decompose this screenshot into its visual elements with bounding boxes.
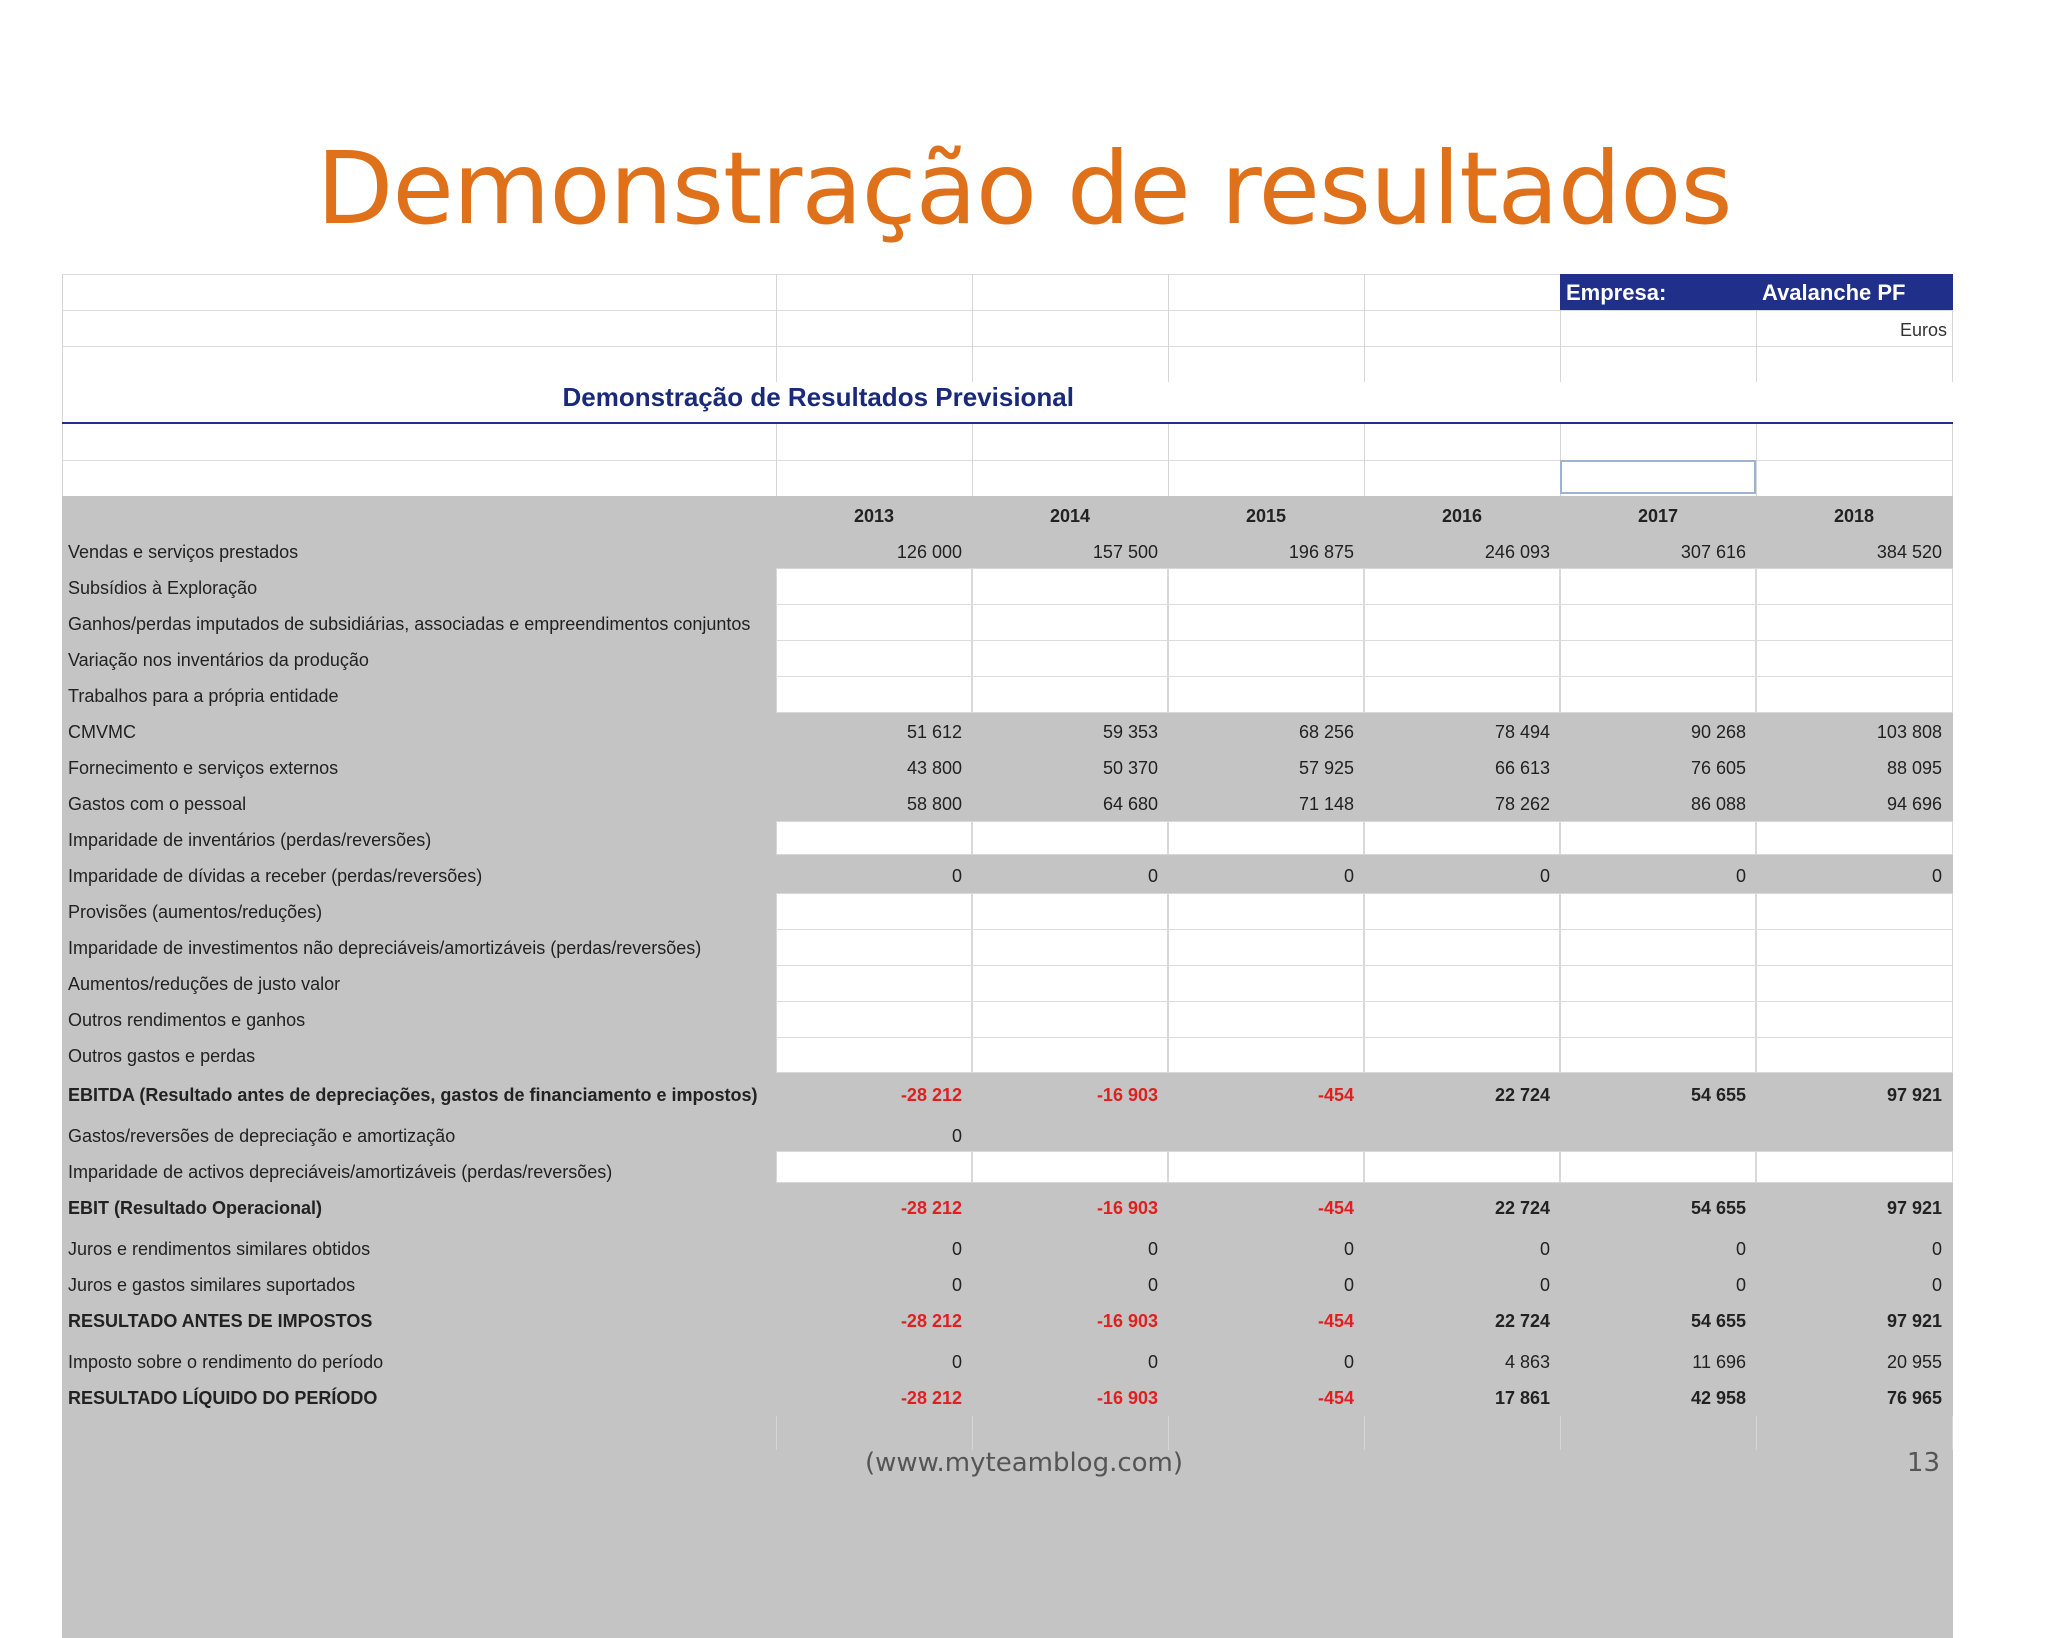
row-label: Variação nos inventários da produção xyxy=(68,650,369,670)
row-label: Juros e rendimentos similares obtidos xyxy=(68,1239,371,1259)
cell-value: 22 724 xyxy=(1494,1311,1550,1331)
cell-value: 43 800 xyxy=(906,758,962,778)
row-label: CMVMC xyxy=(68,722,136,742)
row-label: Imposto sobre o rendimento do período xyxy=(68,1352,384,1372)
cell-value: 58 800 xyxy=(906,794,962,814)
cell-value: 51 612 xyxy=(906,722,962,742)
cell-value: 0 xyxy=(951,1126,962,1146)
cell-value: 196 875 xyxy=(1288,542,1354,562)
year-header: 2016 xyxy=(1441,506,1483,526)
cell-value: 384 520 xyxy=(1876,542,1942,562)
cell-value: 0 xyxy=(1931,1275,1942,1295)
year-header: 2018 xyxy=(1833,506,1875,526)
cell-value: 42 958 xyxy=(1690,1388,1746,1408)
cell-value: 68 256 xyxy=(1298,722,1354,742)
row-label: Aumentos/reduções de justo valor xyxy=(68,974,341,994)
cell-value: 88 095 xyxy=(1886,758,1942,778)
cell-value: 157 500 xyxy=(1092,542,1158,562)
cell-value: 50 370 xyxy=(1102,758,1158,778)
cell-value: 71 148 xyxy=(1298,794,1354,814)
row-label: Imparidade de activos depreciáveis/amortizáveis (perdas/reversões) xyxy=(68,1162,613,1182)
cell-value: -16 903 xyxy=(1096,1311,1158,1331)
cell-value: -454 xyxy=(1317,1085,1354,1105)
cell-value: 0 xyxy=(1343,866,1354,886)
cell-value: 78 494 xyxy=(1494,722,1550,742)
cell-value: -28 212 xyxy=(900,1311,962,1331)
footer-source: (www.myteamblog.com) xyxy=(864,1448,1184,1478)
ebitda-label: EBITDA (Resultado antes de depreciações, gastos de financiamento e impostos) xyxy=(68,1085,758,1105)
cell-value: 54 655 xyxy=(1690,1085,1746,1105)
cell-value: 22 724 xyxy=(1494,1198,1550,1218)
cell-value: 86 088 xyxy=(1690,794,1746,814)
cell-value: 90 268 xyxy=(1690,722,1746,742)
cell-value: 59 353 xyxy=(1102,722,1158,742)
currency-label: Euros xyxy=(1899,320,1947,340)
cell-value: 0 xyxy=(1343,1352,1354,1372)
cell-value: 94 696 xyxy=(1886,794,1942,814)
cell-value: 246 093 xyxy=(1484,542,1550,562)
cell-value: 0 xyxy=(1539,1275,1550,1295)
cell-value: 54 655 xyxy=(1690,1311,1746,1331)
row-label: Imparidade de investimentos não depreciáveis/amortizáveis (perdas/reversões) xyxy=(68,938,702,958)
cell-value: 0 xyxy=(1539,866,1550,886)
cell-value: 11 696 xyxy=(1692,1352,1746,1372)
cell-value: 4 863 xyxy=(1504,1352,1550,1372)
cell-value: 0 xyxy=(1343,1239,1354,1259)
cell-value: -16 903 xyxy=(1096,1198,1158,1218)
cell-value: 76 605 xyxy=(1690,758,1746,778)
row-label: Outros rendimentos e ganhos xyxy=(68,1010,306,1030)
cell-value: 0 xyxy=(1735,1275,1746,1295)
cell-value: 0 xyxy=(1147,1275,1158,1295)
cell-value: 103 808 xyxy=(1876,722,1942,742)
cell-value: 66 613 xyxy=(1494,758,1550,778)
row-label: Juros e gastos similares suportados xyxy=(68,1275,356,1295)
cell-value: -16 903 xyxy=(1096,1085,1158,1105)
cell-value: 78 262 xyxy=(1494,794,1550,814)
cell-value: 0 xyxy=(1539,1239,1550,1259)
cell-value: 0 xyxy=(1343,1275,1354,1295)
cell-value: 0 xyxy=(951,866,962,886)
year-header: 2013 xyxy=(853,506,895,526)
cell-value: -454 xyxy=(1317,1388,1354,1408)
row-label: Imparidade de dívidas a receber (perdas/reversões) xyxy=(68,866,483,886)
cell-value: 97 921 xyxy=(1886,1198,1942,1218)
page-number: 13 xyxy=(1906,1448,1940,1478)
cell-value: 0 xyxy=(951,1275,962,1295)
cell-value: -28 212 xyxy=(900,1085,962,1105)
row-label: Subsídios à Exploração xyxy=(68,578,258,598)
company-header xyxy=(1560,274,1953,310)
cell-value: 0 xyxy=(951,1352,962,1372)
cell-value: 97 921 xyxy=(1886,1311,1942,1331)
year-header: 2015 xyxy=(1245,506,1287,526)
row-label: Provisões (aumentos/reduções) xyxy=(68,902,323,922)
cell-value: 0 xyxy=(1735,866,1746,886)
row-label: Gastos/reversões de depreciação e amortização xyxy=(68,1126,456,1146)
cell-value: -28 212 xyxy=(900,1388,962,1408)
company-name: Avalanche PF xyxy=(1762,280,1906,305)
ebit-label: EBIT (Resultado Operacional) xyxy=(68,1198,323,1218)
cell-value: 17 861 xyxy=(1494,1388,1550,1408)
cell-value: 307 616 xyxy=(1680,542,1746,562)
year-header: 2017 xyxy=(1637,506,1679,526)
cell-value: 57 925 xyxy=(1298,758,1354,778)
spreadsheet xyxy=(62,274,1953,1450)
cell-value: 97 921 xyxy=(1886,1085,1942,1105)
cell-value: 0 xyxy=(1147,1352,1158,1372)
row-label: Outros gastos e perdas xyxy=(68,1046,256,1066)
cell-value: 22 724 xyxy=(1494,1085,1550,1105)
cell-value: 0 xyxy=(1735,1239,1746,1259)
row-label: Fornecimento e serviços externos xyxy=(68,758,339,778)
cell-value: 0 xyxy=(1931,866,1942,886)
cell-value: 0 xyxy=(1147,1239,1158,1259)
cell-value: 126 000 xyxy=(896,542,962,562)
slide-title: Demonstração de resultados xyxy=(316,130,1732,247)
sheet-title: Demonstração de Resultados Previsional xyxy=(562,382,1074,412)
cell-value: 0 xyxy=(1147,866,1158,886)
year-header: 2014 xyxy=(1049,506,1091,526)
company-label: Empresa: xyxy=(1566,280,1667,305)
selected-cell[interactable] xyxy=(1560,460,1756,494)
row-label: Imparidade de inventários (perdas/reversões) xyxy=(68,830,432,850)
cell-value: -454 xyxy=(1317,1311,1354,1331)
cell-value: 0 xyxy=(951,1239,962,1259)
cell-value: 20 955 xyxy=(1886,1352,1942,1372)
row-label: Ganhos/perdas imputados de subsidiárias, associadas e empreendimentos conjuntos xyxy=(68,614,751,634)
cell-value: 54 655 xyxy=(1690,1198,1746,1218)
title-rule xyxy=(62,422,1953,424)
cell-value: -16 903 xyxy=(1096,1388,1158,1408)
cell-value: -28 212 xyxy=(900,1198,962,1218)
cell-value: 0 xyxy=(1931,1239,1942,1259)
cell-value: 64 680 xyxy=(1102,794,1158,814)
pretax-result-label: RESULTADO ANTES DE IMPOSTOS xyxy=(68,1311,373,1331)
row-label: Trabalhos para a própria entidade xyxy=(68,686,339,706)
net-result-label: RESULTADO LÍQUIDO DO PERÍODO xyxy=(68,1388,378,1408)
row-label: Vendas e serviços prestados xyxy=(68,542,299,562)
cell-value: 76 965 xyxy=(1886,1388,1942,1408)
row-label: Gastos com o pessoal xyxy=(68,794,247,814)
cell-value: -454 xyxy=(1317,1198,1354,1218)
